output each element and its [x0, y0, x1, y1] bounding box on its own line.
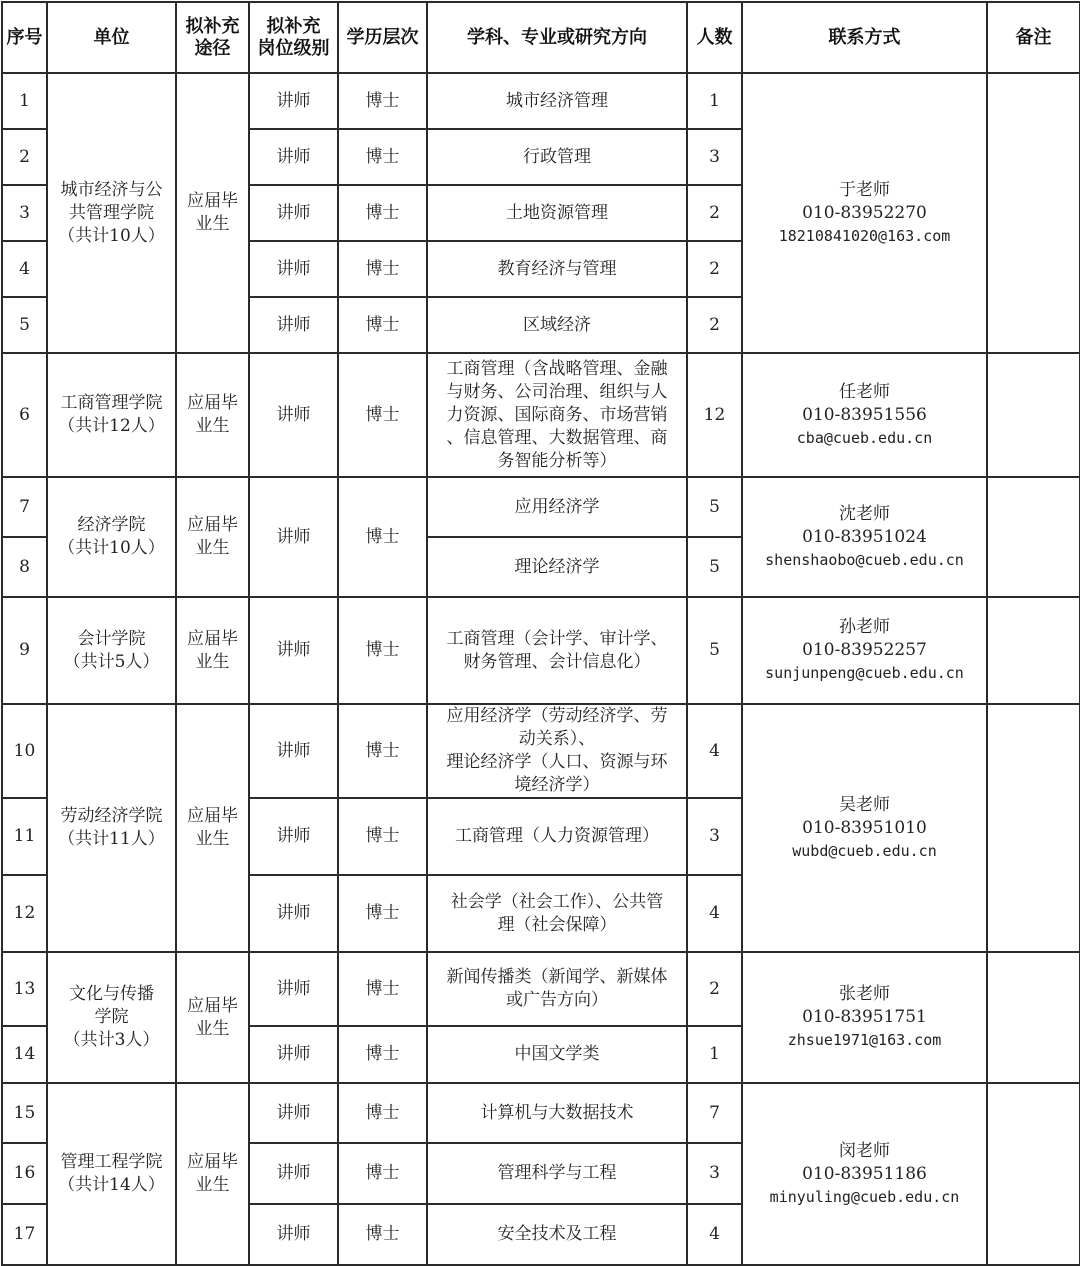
- subject-field: 应用经济学（劳动经济学、劳 动关系）、 理论经济学（人口、资源与环 境经济学）: [427, 704, 687, 798]
- row-number: 16: [2, 1143, 47, 1204]
- headcount: 3: [687, 798, 742, 875]
- header-note: 备注: [987, 2, 1080, 73]
- headcount: 5: [687, 537, 742, 597]
- header-education: 学历层次: [338, 2, 427, 73]
- contact-info: 沈老师 010-83951024 shenshaobo@cueb.edu.cn: [742, 477, 987, 597]
- contact-info: 张老师 010-83951751 zhsue1971@163.com: [742, 952, 987, 1083]
- subject-field: 管理科学与工程: [427, 1143, 687, 1204]
- contact-info: 孙老师 010-83952257 sunjunpeng@cueb.edu.cn: [742, 597, 987, 704]
- unit-name: 工商管理学院 （共计12人）: [47, 353, 176, 477]
- row-number: 15: [2, 1083, 47, 1143]
- header-level: 拟补充 岗位级别: [249, 2, 338, 73]
- subject-field: 城市经济管理: [427, 73, 687, 129]
- table-body: [2, 73, 1080, 1265]
- education-level: 博士: [338, 241, 427, 297]
- row-number: 12: [2, 875, 47, 952]
- position-level: 讲师: [249, 1143, 338, 1204]
- row-number: 1: [2, 73, 47, 129]
- row-number: 2: [2, 129, 47, 185]
- subject-field: 理论经济学: [427, 537, 687, 597]
- education-level: 博士: [338, 73, 427, 129]
- headcount: 12: [687, 353, 742, 477]
- headcount: 2: [687, 297, 742, 353]
- position-level: 讲师: [249, 798, 338, 875]
- education-level: 博士: [338, 704, 427, 798]
- unit-name: 劳动经济学院 （共计11人）: [47, 704, 176, 952]
- headcount: 3: [687, 1143, 742, 1204]
- contact-info: 于老师 010-83952270 18210841020@163.com: [742, 73, 987, 353]
- subject-field: 教育经济与管理: [427, 241, 687, 297]
- headcount: 4: [687, 704, 742, 798]
- headcount: 2: [687, 185, 742, 241]
- row-number: 13: [2, 952, 47, 1026]
- supplement-route: 应届毕 业生: [176, 477, 249, 597]
- table-row: [2, 704, 1080, 798]
- headcount: 1: [687, 73, 742, 129]
- supplement-route: 应届毕 业生: [176, 1083, 249, 1265]
- position-level: 讲师: [249, 73, 338, 129]
- header-count: 人数: [687, 2, 742, 73]
- subject-field: 工商管理（含战略管理、金融 与财务、公司治理、组织与人 力资源、国际商务、市场营销 、信息管理、大数据管理、商 务智能分析等）: [427, 353, 687, 477]
- header-row: [2, 2, 1080, 73]
- table-row: [2, 597, 1080, 704]
- subject-field: 新闻传播类（新闻学、新媒体 或广告方向）: [427, 952, 687, 1026]
- note-cell: [987, 477, 1080, 597]
- position-level: 讲师: [249, 1026, 338, 1083]
- position-level: 讲师: [249, 185, 338, 241]
- education-level: 博士: [338, 875, 427, 952]
- subject-field: 区域经济: [427, 297, 687, 353]
- education-level: 博士: [338, 1083, 427, 1143]
- subject-field: 中国文学类: [427, 1026, 687, 1083]
- headcount: 2: [687, 241, 742, 297]
- table-row: [2, 1083, 1080, 1143]
- row-number: 6: [2, 353, 47, 477]
- contact-info: 吴老师 010-83951010 wubd@cueb.edu.cn: [742, 704, 987, 952]
- table-row: [2, 477, 1080, 537]
- supplement-route: 应届毕 业生: [176, 73, 249, 353]
- headcount: 3: [687, 129, 742, 185]
- unit-name: 会计学院 （共计5人）: [47, 597, 176, 704]
- position-level: 讲师: [249, 704, 338, 798]
- headcount: 5: [687, 477, 742, 537]
- subject-field: 工商管理（会计学、审计学、 财务管理、会计信息化）: [427, 597, 687, 704]
- position-level: 讲师: [249, 1204, 338, 1265]
- unit-name: 文化与传播 学院 （共计3人）: [47, 952, 176, 1083]
- subject-field: 应用经济学: [427, 477, 687, 537]
- table-row: [2, 73, 1080, 129]
- row-number: 14: [2, 1026, 47, 1083]
- headcount: 5: [687, 597, 742, 704]
- contact-info: 闵老师 010-83951186 minyuling@cueb.edu.cn: [742, 1083, 987, 1265]
- header-unit: 单位: [47, 2, 176, 73]
- header-subject: 学科、专业或研究方向: [427, 2, 687, 73]
- position-level: 讲师: [249, 129, 338, 185]
- education-level: 博士: [338, 477, 427, 597]
- recruitment-table: [1, 1, 1080, 1266]
- position-level: 讲师: [249, 597, 338, 704]
- education-level: 博士: [338, 952, 427, 1026]
- note-cell: [987, 1083, 1080, 1265]
- row-number: 3: [2, 185, 47, 241]
- headcount: 1: [687, 1026, 742, 1083]
- row-number: 10: [2, 704, 47, 798]
- headcount: 4: [687, 875, 742, 952]
- subject-field: 工商管理（人力资源管理）: [427, 798, 687, 875]
- supplement-route: 应届毕 业生: [176, 597, 249, 704]
- note-cell: [987, 353, 1080, 477]
- row-number: 5: [2, 297, 47, 353]
- note-cell: [987, 952, 1080, 1083]
- education-level: 博士: [338, 1204, 427, 1265]
- subject-field: 土地资源管理: [427, 185, 687, 241]
- subject-field: 计算机与大数据技术: [427, 1083, 687, 1143]
- education-level: 博士: [338, 597, 427, 704]
- position-level: 讲师: [249, 297, 338, 353]
- education-level: 博士: [338, 1143, 427, 1204]
- table-row: [2, 952, 1080, 1026]
- subject-field: 行政管理: [427, 129, 687, 185]
- position-level: 讲师: [249, 241, 338, 297]
- education-level: 博士: [338, 353, 427, 477]
- position-level: 讲师: [249, 477, 338, 597]
- headcount: 4: [687, 1204, 742, 1265]
- supplement-route: 应届毕 业生: [176, 353, 249, 477]
- row-number: 7: [2, 477, 47, 537]
- row-number: 4: [2, 241, 47, 297]
- note-cell: [987, 73, 1080, 353]
- header-contact: 联系方式: [742, 2, 987, 73]
- supplement-route: 应届毕 业生: [176, 704, 249, 952]
- education-level: 博士: [338, 185, 427, 241]
- header-no: 序号: [2, 2, 47, 73]
- note-cell: [987, 597, 1080, 704]
- note-cell: [987, 704, 1080, 952]
- contact-info: 任老师 010-83951556 cba@cueb.edu.cn: [742, 353, 987, 477]
- row-number: 9: [2, 597, 47, 704]
- unit-name: 管理工程学院 （共计14人）: [47, 1083, 176, 1265]
- unit-name: 城市经济与公 共管理学院 （共计10人）: [47, 73, 176, 353]
- position-level: 讲师: [249, 1083, 338, 1143]
- supplement-route: 应届毕 业生: [176, 952, 249, 1083]
- row-number: 8: [2, 537, 47, 597]
- headcount: 7: [687, 1083, 742, 1143]
- education-level: 博士: [338, 297, 427, 353]
- row-number: 17: [2, 1204, 47, 1265]
- table-row: [2, 353, 1080, 477]
- row-number: 11: [2, 798, 47, 875]
- unit-name: 经济学院 （共计10人）: [47, 477, 176, 597]
- position-level: 讲师: [249, 952, 338, 1026]
- subject-field: 安全技术及工程: [427, 1204, 687, 1265]
- subject-field: 社会学（社会工作）、公共管 理（社会保障）: [427, 875, 687, 952]
- position-level: 讲师: [249, 353, 338, 477]
- education-level: 博士: [338, 798, 427, 875]
- education-level: 博士: [338, 1026, 427, 1083]
- education-level: 博士: [338, 129, 427, 185]
- position-level: 讲师: [249, 875, 338, 952]
- headcount: 2: [687, 952, 742, 1026]
- header-route: 拟补充 途径: [176, 2, 249, 73]
